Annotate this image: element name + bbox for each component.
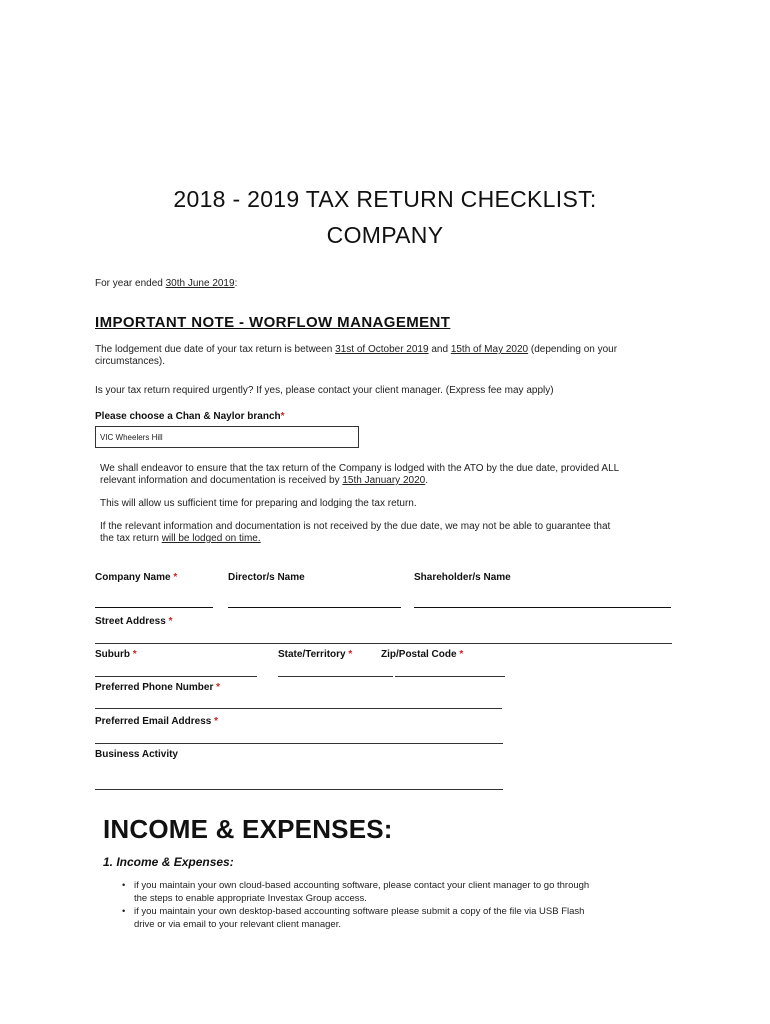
due-date-paragraph [95, 344, 695, 367]
year-ended-prefix: For year ended [95, 278, 166, 289]
bullet-2-line1: if you maintain your own desktop-based accounting software please submit a copy of the file via USB Flash [134, 906, 585, 917]
email-field[interactable] [95, 743, 503, 744]
income-expenses-heading: INCOME & EXPENSES: [103, 814, 393, 844]
branch-label [95, 411, 285, 422]
state-territory-label [278, 649, 352, 660]
company-name-field[interactable] [95, 607, 213, 608]
list-item [120, 880, 680, 905]
endeavor-line2-suffix: . [425, 475, 428, 486]
shareholders-name-field[interactable] [414, 607, 671, 608]
income-expenses-subheading: 1. Income & Expenses: [103, 855, 234, 869]
branch-select-value: VIC Wheelers Hill [100, 433, 163, 442]
phone-label [95, 682, 220, 693]
business-activity-field[interactable] [95, 789, 503, 790]
suburb-label [95, 649, 137, 660]
due-date-1: 31st of October 2019 [335, 344, 429, 355]
year-ended-text [95, 278, 237, 289]
company-name-required: * [173, 572, 178, 583]
due-prefix: The lodgement due date of your tax return is between [95, 344, 336, 355]
branch-label-text: Please choose a Chan & Naylor branch [95, 411, 281, 422]
shareholders-name-label: Shareholder/s Name [414, 572, 511, 583]
phone-label-text: Preferred Phone Number [95, 682, 214, 693]
relevant-line1: If the relevant information and documentation is not received by the due date, we may not be able to guarantee that [100, 521, 611, 532]
bullet-dot: • [122, 880, 126, 891]
due-mid: and [428, 344, 451, 355]
income-bullet-list [120, 880, 680, 931]
relevant-line2 [100, 533, 700, 545]
due-date-2: 15th of May 2020 [450, 344, 529, 355]
allow-text: This will allow us sufficient time for preparing and lodging the tax return. [100, 498, 417, 509]
suburb-required: * [132, 649, 137, 660]
endeavor-line2 [100, 475, 700, 487]
state-territory-field[interactable] [278, 676, 393, 677]
company-name-label-text: Company Name [95, 572, 171, 583]
street-address-field[interactable] [95, 643, 672, 644]
urgent-text: Is your tax return required urgently? If yes, please contact your client manager. (Express fee may apply) [95, 385, 554, 396]
due-date-line2: circumstances). [95, 356, 166, 367]
relevant-line2-prefix: the tax return [100, 533, 162, 544]
bullet-1-line1: if you maintain your own cloud-based accounting software, please contact your client manager to go through [134, 880, 590, 891]
zip-postal-required: * [459, 649, 464, 660]
email-label-text: Preferred Email Address [95, 716, 212, 727]
relevant-paragraph [100, 521, 700, 545]
phone-required: * [216, 682, 221, 693]
street-address-required: * [168, 616, 173, 627]
endeavor-line2-prefix: relevant information and documentation is received by [100, 475, 343, 486]
zip-postal-label [381, 649, 463, 660]
zip-postal-field[interactable] [395, 676, 505, 677]
due-date-line1 [95, 344, 695, 355]
income-bullets [120, 880, 680, 932]
year-ended-date: 30th June 2019 [165, 278, 235, 289]
bullet-1-line2: the steps to enable appropriate Investax Group access. [134, 892, 367, 904]
page-title-line2: COMPANY [326, 222, 444, 248]
state-territory-required: * [348, 649, 353, 660]
relevant-line2-underlined: will be lodged on time. [161, 533, 261, 544]
state-territory-label-text: State/Territory [278, 649, 346, 660]
directors-name-field[interactable] [228, 607, 401, 608]
bullet-dot: • [122, 906, 126, 917]
street-address-label-text: Street Address [95, 616, 166, 627]
zip-postal-label-text: Zip/Postal Code [381, 649, 457, 660]
email-label [95, 716, 218, 727]
phone-field[interactable] [95, 708, 502, 709]
suburb-label-text: Suburb [95, 649, 130, 660]
list-item [120, 906, 680, 931]
due-suffix: (depending on your [528, 344, 618, 355]
directors-name-label: Director/s Name [228, 572, 305, 583]
branch-select[interactable] [95, 426, 359, 448]
business-activity-label: Business Activity [95, 749, 178, 760]
suburb-field[interactable] [95, 676, 257, 677]
street-address-label [95, 616, 172, 627]
important-note-heading: IMPORTANT NOTE - WORFLOW MANAGEMENT [95, 314, 451, 331]
company-name-label [95, 572, 177, 583]
bullet-2-line2: drive or via email to your relevant client manager. [134, 918, 341, 930]
email-required: * [214, 716, 219, 727]
endeavor-paragraph [100, 463, 700, 487]
branch-required-mark: * [280, 411, 285, 422]
endeavor-date: 15th January 2020 [342, 475, 426, 486]
year-ended-suffix: : [234, 278, 238, 289]
page-title-line1: 2018 - 2019 TAX RETURN CHECKLIST: [173, 186, 597, 212]
endeavor-line1: We shall endeavor to ensure that the tax return of the Company is lodged with the ATO by the due date, provided ALL [100, 463, 620, 474]
